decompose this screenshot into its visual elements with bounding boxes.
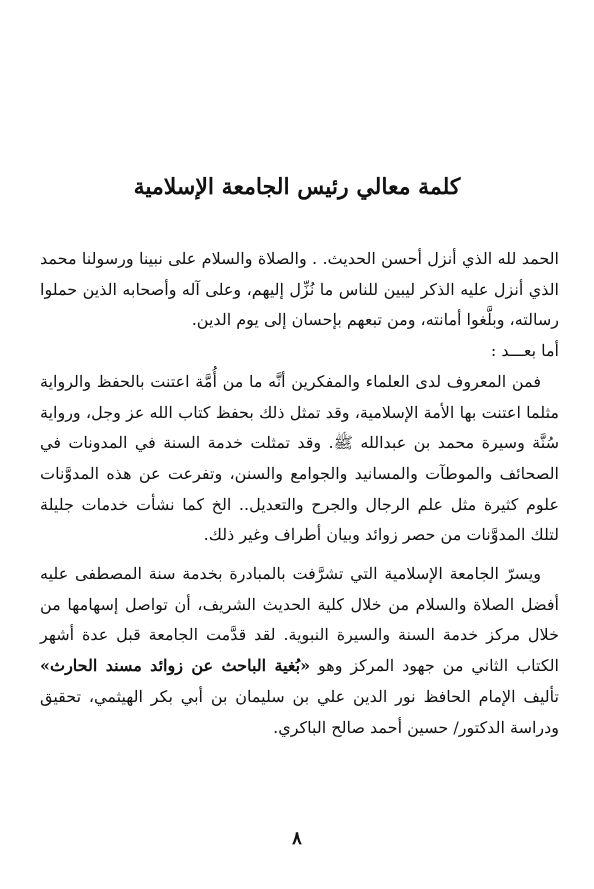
- paragraph-text-after: تأليف الإمام الحافظ نور الدين علي بن سليمان بن أبي بكر الهيثمي، تحقيق ودراسة الدكتور/ حسين أحمد صالح الباكري.: [40, 686, 559, 737]
- paragraph-text-before: ويسرّ الجامعة الإسلامية التي تشرَّفت بالمبادرة بخدمة سنة المصطفى عليه أفضل الصلاة والسلام من خلال كلية الحديث الشريف، أن تواصل إسهامها من خلال مركز خدمة السنة والسيرة النبوية. لقد قدَّمت الجامعة قبل عدة أشهر الكتاب الثاني من جهود المركز وهو: [40, 564, 559, 676]
- paragraph-hadith-preservation: فمن المعروف لدى العلماء والمفكرين أنَّه ما من أُمَّة اعتنت بالحفظ والرواية مثلما اعتنت بها الأمة الإسلامية، وقد تمثل ذلك بحفظ كتاب الله عز وجل، ورواية سُنَّة وسيرة محمد بن عبدالله ﷺ. وقد تمثلت خدمة السنة في المدونات في الصحائف والموطآت والمسانيد والجوامع والسنن، وتفرعت عن هذه المدوَّنات علوم كثيرة مثل علم الرجال والجرح والتعديل.. الخ كما نشأت خدمات جليلة لتلك المدوَّنات من حصر زوائد وبيان أطراف وغير ذلك.: [40, 371, 560, 545]
- opening-paragraph: الحمد لله الذي أنزل أحسن الحديث. . والصلاة والسلام على نبينا ورسولنا محمد الذي أنزل عليه الذكر ليبين للناس ما نُزِّل إليهم، وعلى آله وأصحابه الذين حملوا رسالته، وبلَّغوا أمانته، ومن تبعهم بإحسان إلى يوم الدين.: [40, 249, 559, 330]
- amma-baad-line: أما بعـــد :: [490, 341, 559, 361]
- page-title: كلمة معالي رئيس الجامعة الإسلامية: [133, 174, 461, 200]
- page-number: ٨: [292, 828, 302, 849]
- paragraph-university-service: [40, 559, 559, 743]
- body-text: [40, 244, 559, 743]
- book-title: «بُغية الباحث عن زوائد مسند الحارث»: [40, 656, 311, 676]
